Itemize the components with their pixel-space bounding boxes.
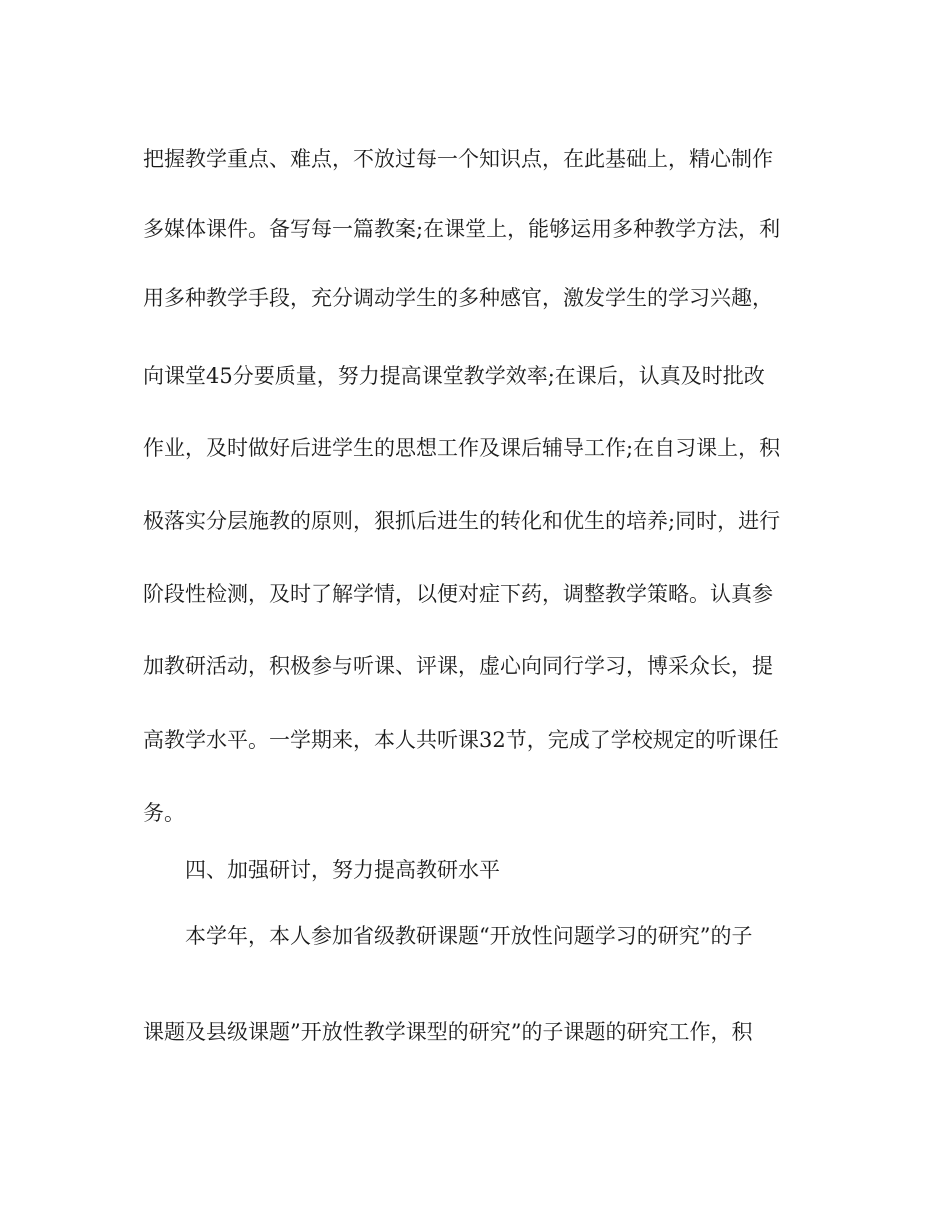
text-line: 极落实分层施教的原则，狠抓后进生的转化和优生的培养;同时，进行 <box>143 509 781 533</box>
section-heading: 四、加强研讨，努力提高教研水平 <box>185 858 500 882</box>
text-line: 把握教学重点、难点，不放过每一个知识点，在此基础上，精心制作 <box>143 147 773 171</box>
text-line: 高教学水平。一学期来，本人共听课32节，完成了学校规定的听课任 <box>143 728 779 752</box>
text-line: 务。 <box>143 801 185 825</box>
text-line: 多媒体课件。备写每一篇教案;在课堂上，能够运用多种教学方法，利 <box>143 217 781 241</box>
text-line: 课题及县级课题”开放性教学课型的研究”的子课题的研究工作，积 <box>143 1020 753 1044</box>
text-line: 用多种教学手段，充分调动学生的多种感官，激发学生的学习兴趣， <box>143 286 773 310</box>
text-line: 向课堂45分要质量，努力提高课堂教学效率;在课后，认真及时批改 <box>143 364 765 388</box>
text-line: 本学年，本人参加省级教研课题“开放性问题学习的研究”的子 <box>185 924 753 948</box>
text-line: 作业，及时做好后进学生的思想工作及课后辅导工作;在自习课上，积 <box>143 436 781 460</box>
text-line: 阶段性检测，及时了解学情，以便对症下药，调整教学策略。认真参 <box>143 582 773 606</box>
text-line: 加教研活动，积极参与听课、评课，虚心向同行学习，博采众长，提 <box>143 654 773 678</box>
